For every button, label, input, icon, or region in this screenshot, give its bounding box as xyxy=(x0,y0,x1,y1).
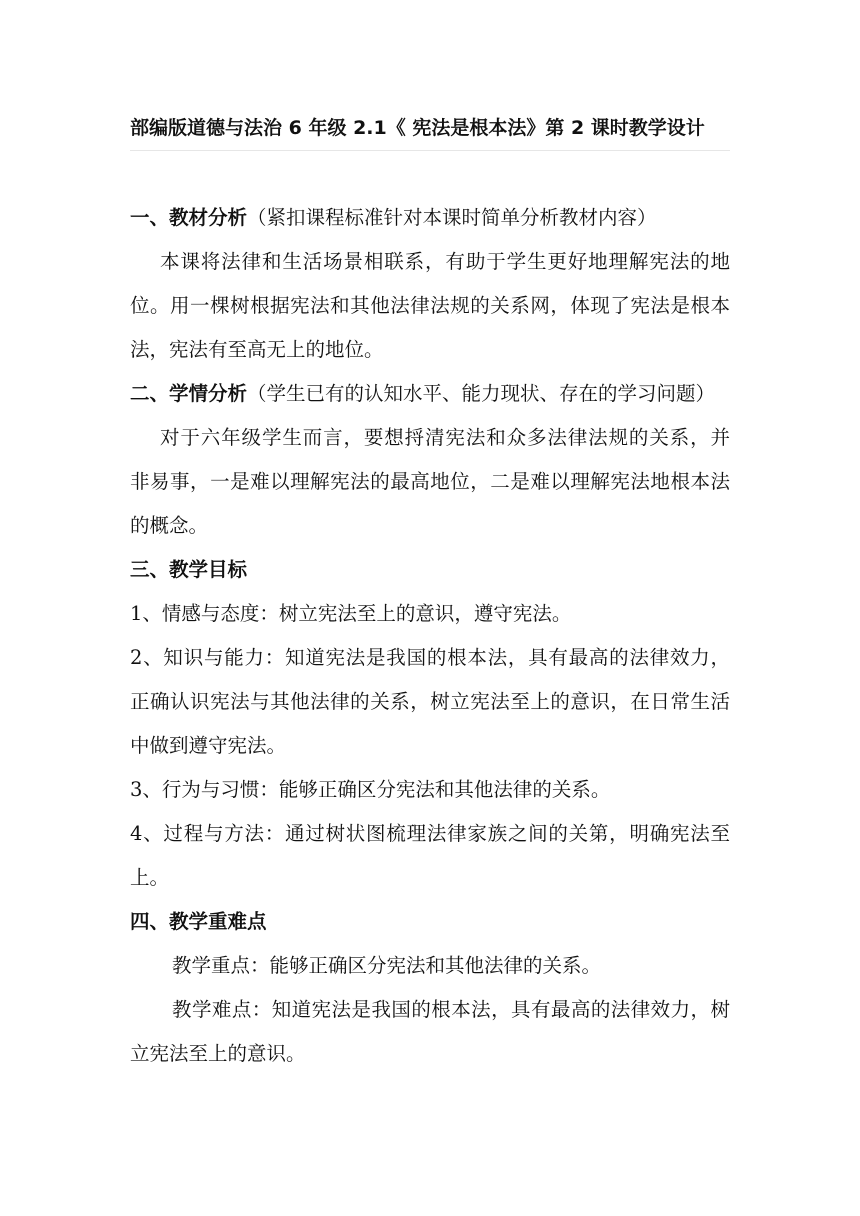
heading-note: （紧扣课程标准针对本课时简单分析教材内容） xyxy=(247,206,657,229)
paragraph-line: 法，宪法有至高无上的地位。 xyxy=(130,338,384,361)
title-divider xyxy=(130,150,730,151)
heading-text: 二、学情分析 xyxy=(130,382,248,405)
paragraph-line: 位。用一棵树根据宪法和其他法律法规的关系网，体现了宪法是根本 xyxy=(130,294,730,317)
goal-line: 正确认识宪法与其他法律的关系，树立宪法至上的意识，在日常生活 xyxy=(130,690,730,713)
goal-line: 4、过程与方法：通过树状图梳理法律家族之间的关第，明确宪法至 xyxy=(130,822,730,845)
section-heading-textbook-analysis xyxy=(130,196,730,240)
key-point-line: 教学重点：能够正确区分宪法和其他法律的关系。 xyxy=(172,954,602,977)
paragraph-line: 本课将法律和生活场景相联系，有助于学生更好地理解宪法的地 xyxy=(160,250,730,273)
paragraph-line: 对于六年级学生而言，要想捋清宪法和众多法律法规的关系，并 xyxy=(160,426,730,449)
document-title: 部编版道德与法治 6 年级 2.1《 宪法是根本法》第 2 课时教学设计 xyxy=(130,117,705,139)
paragraph-line: 非易事，一是难以理解宪法的最高地位，二是难以理解宪法地根本法 xyxy=(130,470,730,493)
goal-line: 2、知识与能力：知道宪法是我国的根本法，具有最高的法律效力， xyxy=(130,646,730,669)
section-heading-teaching-goals xyxy=(130,548,730,592)
paragraph-line: 的概念。 xyxy=(130,514,209,537)
section-heading-key-points xyxy=(130,900,730,944)
heading-note: （学生已有的认知水平、能力现状、存在的学习问题） xyxy=(247,382,716,405)
goal-line: 中做到遵守宪法。 xyxy=(130,734,287,757)
document-body xyxy=(130,196,730,1076)
goal-line: 1、情感与态度：树立宪法至上的意识，遵守宪法。 xyxy=(130,602,572,625)
heading-text: 四、教学重难点 xyxy=(130,910,267,933)
key-point-line: 教学难点：知道宪法是我国的根本法，具有最高的法律效力，树 xyxy=(172,998,730,1021)
key-point-line: 立宪法至上的意识。 xyxy=(130,1042,306,1065)
heading-text: 三、教学目标 xyxy=(130,558,248,581)
section-heading-learner-analysis xyxy=(130,372,730,416)
goal-line: 3、行为与习惯：能够正确区分宪法和其他法律的关系。 xyxy=(130,778,611,801)
goal-line: 上。 xyxy=(130,866,170,889)
heading-text: 一、教材分析 xyxy=(130,206,248,229)
